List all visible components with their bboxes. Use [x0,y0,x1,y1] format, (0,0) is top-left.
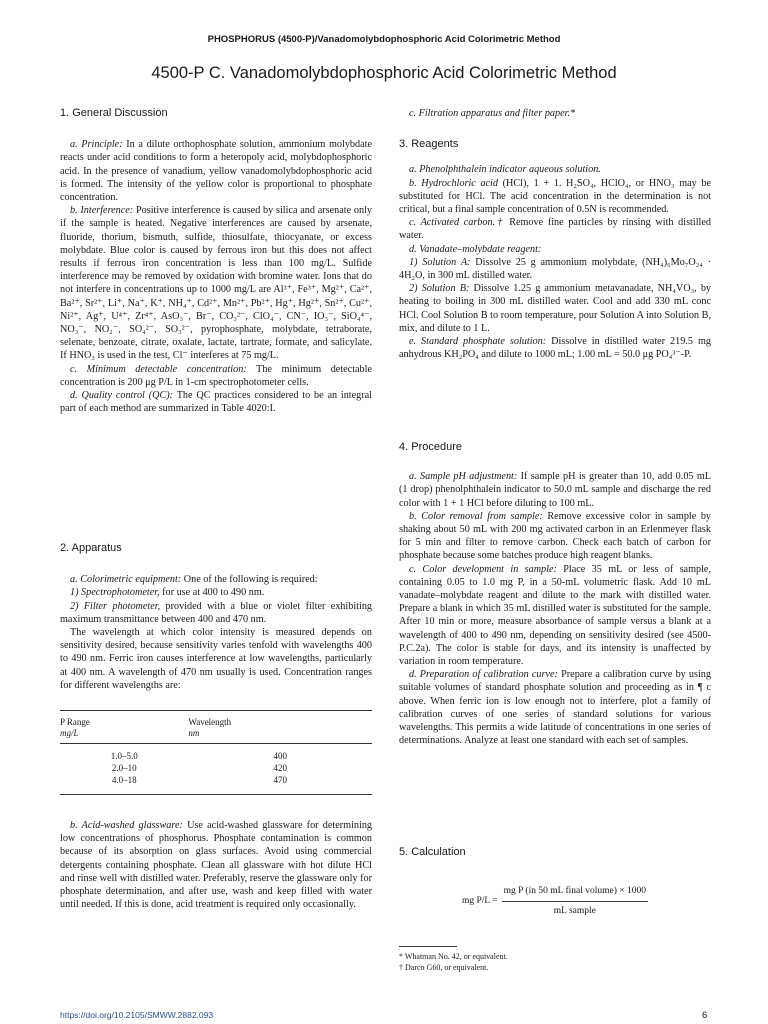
left-column [60,107,372,415]
color-development-paragraph [399,563,711,669]
solution-b-label: 2) Solution B: [409,283,470,295]
footnote-whatman: * Whatman No. 42, or equivalent. [399,952,508,961]
page-title: 4500-P C. Vanadomolybdophosphoric Acid Colorimetric Method [151,64,617,82]
table-row [60,774,372,795]
procedure-section [399,441,711,747]
table-header-p-range: P Range mg/L [60,717,90,739]
footnote-darco: † Darco G60, or equivalent. [399,963,489,972]
table-cell-wavelength: 420 [273,763,287,774]
solution-a-label: 1) Solution A: [409,256,471,268]
solution-a-text: Dissolve 25 g ammonium molybdate, (NH₄)₆Mo₇O₂₄ · 4H₂O, in 300 mL distilled water. [399,256,712,282]
color-development-text: Place 35 mL or less of sample, containing 0.05 to 1.0 mg P, in a 50-mL volumetric flask. Add 10 mL vanadate–molybdate reagent and dilute to the mark with distilled water. Prepare a blank in which 35 mL distilled water is substituted for the sample. After 10 min or more, measure absorbance of sample versus a blank at a wavelength of 400 to 490 nm, depending on sensitivity desired (see 4500-P.C.2a). The color is stable for days, and its intensity is unaffected by variation in room temperature. [399,563,711,668]
table-cell-range: 4.0–18 [111,775,137,786]
colorimetric-text: One of the following is required: [183,574,318,586]
table-cell-wavelength: 400 [273,751,287,762]
interference-label: b. Interference: [70,205,134,217]
interference-paragraph [60,204,372,362]
section-heading-calculation: 5. Calculation [399,846,466,858]
table-row [60,744,372,763]
doi-link[interactable]: https://doi.org/10.2105/SMWW.2882.093 [60,1010,214,1020]
color-removal-text: Remove excessive color in sample by shaking about 50 mL with 200 mg activated carbon in an Erlenmeyer flask for 5 min and filter to remove carbon. Check each batch of carbon for phosphate because some batches produce high reagent blanks. [399,510,712,562]
activated-carbon-paragraph [399,216,711,242]
wavelength-table [60,710,372,795]
formula-lhs: mg P/L = [461,896,498,907]
activated-carbon-text: Remove fine particles by rinsing with distilled water. [399,217,711,242]
min-detectable-paragraph [60,363,372,389]
quality-control-text: The QC practices considered to be an integral part of each method are summarized in Table 4020:I. [60,390,373,415]
principle-label: a. Principle: [70,139,123,151]
activated-carbon-label: c. Activated carbon.† [409,217,505,229]
solution-b-item [399,282,711,335]
quality-control-label: d. Quality control (QC): [70,390,174,402]
calibration-curve-text: Prepare a calibration curve by using suitable volumes of standard phosphate solution and proceeding as in ¶ c above. When ferric ion is low enough not to interfere, plot a family of calibration curves of one series of standard solutions for various wavelengths. This permits a wide latitude of concentrations in one series of determinations. Analyze at least one standard with each set of samples. [399,669,711,747]
page-number: 6 [702,1010,708,1021]
interference-text: Positive interference is caused by silica and arsenate only if the sample is heated. Negative interferences are caused by arsenate, fluoride, thorium, bismuth, sulfide, thiosulfate, thiocyanate, or excess molybdate. Blue color is caused by ferrous iron but this does not affect results if ferrous iron concentration is less than 100 mg/L. Sulfide interference may be removed by oxidation with bromine water. Ions that do not interfere in concentrations up to 1000 mg/L are Al³⁺, Fe³⁺, Mg²⁺, Ca²⁺, Ba²⁺, Sr²⁺, Li⁺, Na⁺, K⁺, NH₄⁺, Cd²⁺, Mn²⁺, Pb²⁺, Hg⁺, Hg²⁺, Sn²⁺, Cu²⁺, Ni²⁺, Ag⁺, U⁴⁺, Zr⁴⁺, AsO₃⁻, Br⁻, CO₃²⁻, ClO₄⁻, CN⁻, IO₃⁻, SiO₄⁴⁻, NO₃⁻, NO₂⁻, SO₄²⁻, SO₃²⁻, pyrophosphate, molybdate, tetraborate, selenate, benzoate, citrate, oxalate, lactate, tartrate, formate, and salicylate. If HNO₃ is used in the test, Cl⁻ interferes at 75 mg/L. [60,205,373,362]
colorimetric-paragraph [60,573,372,586]
table-cell-range: 2.0–10 [111,763,137,774]
phenolphthalein-item: a. Phenolphthalein indicator aqueous solution. [409,164,601,176]
section-heading-apparatus: 2. Apparatus [60,542,122,554]
acid-washed-paragraph [60,819,372,911]
solution-b-text: Dissolve 1.25 g ammonium metavanadate, NH₄VO₃, by heating to boiling in 300 mL distilled water. Cool and add 330 mL conc HCl. Cool Solution B to room temperature, pour Solution A into Solution B, mix, and dilute to 1 L. [399,283,712,334]
sample-ph-paragraph [399,470,711,510]
standard-phosphate-paragraph [399,335,711,361]
solution-a-item [399,256,711,282]
color-removal-label: b. Color removal from sample: [409,510,543,522]
formula-denominator: mL sample [553,906,596,917]
spectrophotometer-text: for use at 400 to 490 nm. [162,587,265,599]
calibration-curve-paragraph [399,668,711,747]
table-cell-range: 1.0–5.0 [110,751,138,762]
quality-control-paragraph [60,389,372,415]
acid-washed-label: b. Acid-washed glassware: [70,820,183,832]
filtration-apparatus-item: c. Filtration apparatus and filter paper.* [409,108,576,119]
table-header-wavelength: Wavelength nm [188,717,232,739]
section-heading-general-discussion: 1. General Discussion [60,107,168,119]
sample-ph-text: If sample pH is greater than 10, add 0.05 mL (1 drop) phenolphthalein indicator to 50.0 mL sample and discharge the red color with 1 + 1 HCl before diluting to 100 mL. [399,471,712,509]
filter-photometer-item [60,600,372,626]
hydrochloric-acid-text: (HCl), 1 + 1. H₂SO₄, HClO₄, or HNO₃ may be substituted for HCl. The acid concentration in the determination is not critical, but a final sample concentration of 0.5N is recommended. [399,177,711,216]
right-column [399,107,711,361]
acid-washed-text: Use acid-washed glassware for determining low concentrations of phosphorus. Phosphate contamination is common because of its absorption on glass surfaces. Avoid using commercial detergents containing phosphate. Clean all glassware with hot dilute HCl and rinse well with distilled water. Preferably, reserve the glassware only for phosphate determination, and after use, wash and keep filled with water until needed. If this is done, acid treatment is required only occasionally. [60,820,373,911]
table-cell-wavelength: 470 [273,775,287,786]
min-detectable-label: c. Minimum detectable concentration: [70,363,247,375]
section-heading-reagents: 3. Reagents [399,138,459,151]
calculation-section [399,846,711,919]
sample-ph-label: a. Sample pH adjustment: [409,471,518,483]
color-development-label: c. Color development in sample: [409,563,557,575]
vanadate-molybdate-label: d. Vanadate–molybdate reagent: [409,243,542,255]
standard-phosphate-label: e. Standard phosphate solution: [409,336,547,348]
min-detectable-text: The minimum detectable concentration is 200 μg P/L in 1-cm spectrophotometer cells. [60,363,372,388]
formula-numerator: mg P (in 50 mL final volume) × 1000 [502,885,648,902]
colorimetric-label: a. Colorimetric equipment: [70,574,182,586]
apparatus-section [60,542,372,911]
table-row [60,762,372,774]
calculation-formula [399,885,711,918]
filter-photometer-label: 2) Filter photometer, [70,600,161,612]
spectrophotometer-label: 1) Spectrophotometer, [70,587,160,599]
principle-text: In a dilute orthophosphate solution, ammonium molybdate reacts under acid conditions to form a heteropoly acid, molybdophosphoric acid. In the presence of vanadium, yellow vanadomolybdophosphoric acid is formed. The intensity of the yellow color is proportional to phosphate concentration. [60,139,372,204]
footnote-divider [399,946,457,947]
footnotes [399,946,711,973]
hydrochloric-acid-paragraph [399,177,711,217]
calibration-curve-label: d. Preparation of calibration curve: [409,669,558,681]
table-header-row [60,711,372,744]
wavelength-paragraph: The wavelength at which color intensity is measured depends on sensitivity desired, because sensitivity varies tenfold with wavelengths 400 to 490 nm. Ferric iron causes interference at low wavelengths, particularly at 400 nm. A wavelength of 470 nm usually is used. Concentration ranges for different wavelengths are: [60,627,372,691]
color-removal-paragraph [399,510,711,563]
hydrochloric-acid-label: b. Hydrochloric acid [409,177,498,189]
spectrophotometer-item [60,586,372,599]
principle-paragraph [60,138,372,204]
formula-fraction [502,885,648,918]
standard-phosphate-text: Dissolve in distilled water 219.5 mg anhydrous KH₂PO₄ and dilute to 1000 mL; 1.00 mL = 50.0 μg PO₄³⁻-P. [399,336,711,361]
filter-photometer-text: provided with a blue or violet filter exhibiting maximum transmittance between 400 and 470 nm. [60,600,373,625]
running-head: PHOSPHORUS (4500-P)/Vanadomolybdophosphoric Acid Colorimetric Method [207,34,561,45]
section-heading-procedure: 4. Procedure [399,441,462,453]
